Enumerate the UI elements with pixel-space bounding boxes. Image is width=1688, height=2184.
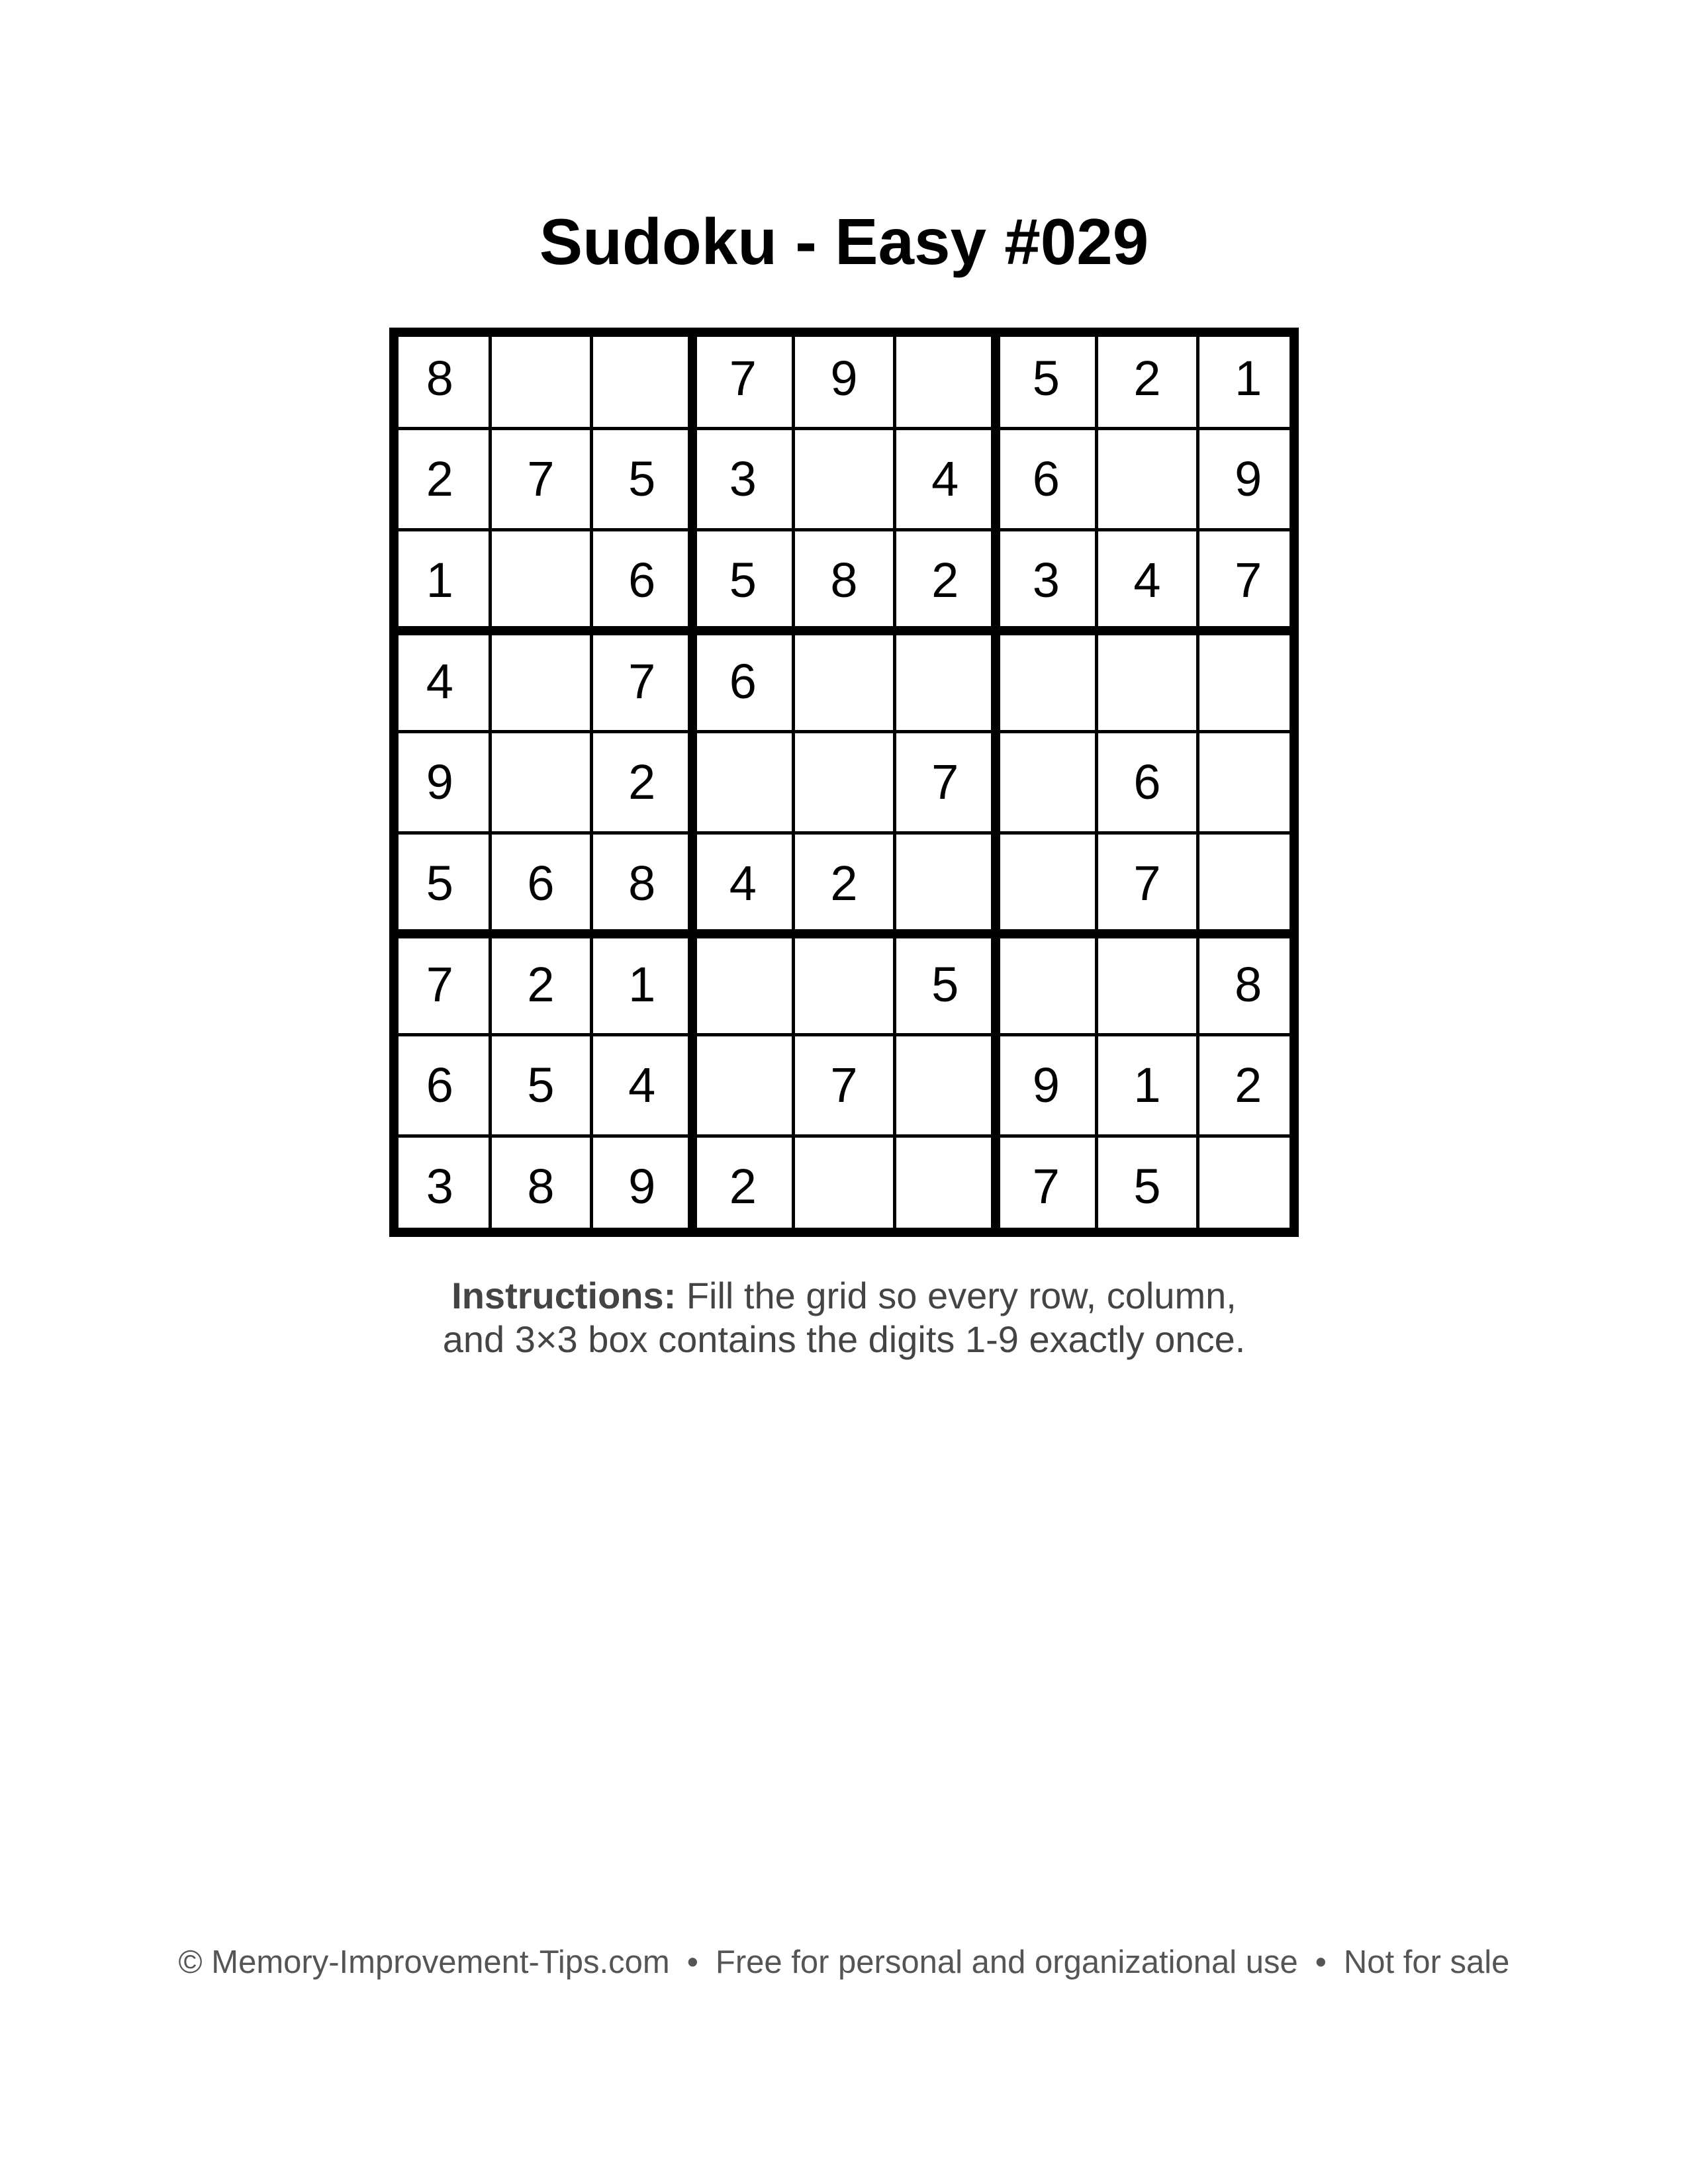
grid-cell-r2-c5 bbox=[794, 429, 895, 530]
grid-cell-r2-c9: 9 bbox=[1235, 451, 1262, 507]
grid-cell-r3-c9: 7 bbox=[1235, 553, 1262, 608]
grid-cell-r2-c2: 7 bbox=[527, 451, 555, 507]
grid-cell-r6-c3: 8 bbox=[628, 856, 656, 911]
instructions-text-2: and 3×3 box contains the digits 1-9 exactly once. bbox=[442, 1318, 1246, 1360]
grid-line-horizontal bbox=[389, 626, 1299, 635]
grid-cell-r3-c7: 3 bbox=[1032, 553, 1060, 608]
footer-separator: • bbox=[686, 1944, 698, 1980]
grid-cell-r9-c5 bbox=[794, 1136, 895, 1237]
grid-cell-r1-c8: 2 bbox=[1133, 350, 1161, 406]
grid-cell-r3-c8: 4 bbox=[1133, 553, 1161, 608]
instructions bbox=[0, 1274, 1688, 1361]
grid-cell-r8-c3: 4 bbox=[628, 1058, 656, 1113]
grid-cell-r1-c1: 8 bbox=[426, 350, 453, 406]
grid-line-vertical bbox=[1196, 328, 1199, 1237]
grid-cell-r1-c3 bbox=[591, 328, 692, 429]
grid-cell-r6-c7 bbox=[996, 833, 1097, 934]
footer-sale: Not for sale bbox=[1343, 1944, 1510, 1980]
grid-cell-r3-c2 bbox=[491, 529, 592, 631]
grid-line-horizontal bbox=[389, 1228, 1299, 1237]
grid-cell-r5-c8: 6 bbox=[1133, 754, 1161, 810]
grid-cell-r5-c4 bbox=[692, 732, 794, 833]
grid-cell-r4-c3: 7 bbox=[628, 653, 656, 709]
footer-usage: Free for personal and organizational use bbox=[715, 1944, 1298, 1980]
grid-line-horizontal bbox=[389, 528, 1299, 531]
grid-line-horizontal bbox=[389, 328, 1299, 337]
grid-line-vertical bbox=[792, 328, 795, 1237]
grid-cell-r1-c5: 9 bbox=[830, 350, 858, 406]
grid-cell-r8-c9: 2 bbox=[1235, 1058, 1262, 1113]
grid-cell-r9-c6 bbox=[894, 1136, 996, 1237]
grid-line-horizontal bbox=[389, 730, 1299, 733]
grid-cell-r6-c8: 7 bbox=[1133, 856, 1161, 911]
grid-cell-r3-c4: 5 bbox=[729, 553, 757, 608]
grid-cell-r8-c8: 1 bbox=[1133, 1058, 1161, 1113]
footer-site: © Memory-Improvement-Tips.com bbox=[178, 1944, 670, 1980]
grid-cell-r2-c1: 2 bbox=[426, 451, 453, 507]
grid-cell-r2-c7: 6 bbox=[1032, 451, 1060, 507]
grid-cell-r5-c1: 9 bbox=[426, 754, 453, 810]
grid-cell-r8-c5: 7 bbox=[830, 1058, 858, 1113]
grid-cell-r7-c6: 5 bbox=[931, 956, 959, 1012]
instructions-text-1: Fill the grid so every row, column, bbox=[676, 1275, 1237, 1316]
grid-cell-r9-c8: 5 bbox=[1133, 1159, 1161, 1214]
grid-cell-r6-c6 bbox=[894, 833, 996, 934]
instructions-line-1 bbox=[0, 1274, 1688, 1318]
grid-cell-r4-c5 bbox=[794, 631, 895, 732]
grid-cell-r8-c7: 9 bbox=[1032, 1058, 1060, 1113]
grid-cell-r9-c1: 3 bbox=[426, 1159, 453, 1214]
grid-cell-r9-c3: 9 bbox=[628, 1159, 656, 1214]
grid-cell-r7-c4 bbox=[692, 934, 794, 1035]
grid-cell-r7-c1: 7 bbox=[426, 956, 453, 1012]
grid-cell-r9-c4: 2 bbox=[729, 1159, 757, 1214]
grid-cell-r8-c1: 6 bbox=[426, 1058, 453, 1113]
footer-separator: • bbox=[1315, 1944, 1327, 1980]
grid-cell-r9-c2: 8 bbox=[527, 1159, 555, 1214]
grid-cell-r7-c5 bbox=[794, 934, 895, 1035]
grid-line-vertical bbox=[991, 328, 1000, 1237]
grid-cell-r2-c3: 5 bbox=[628, 451, 656, 507]
grid-line-horizontal bbox=[389, 1033, 1299, 1036]
grid-line-horizontal bbox=[389, 929, 1299, 938]
grid-line-horizontal bbox=[389, 1134, 1299, 1138]
grid-cell-r4-c7 bbox=[996, 631, 1097, 732]
grid-cell-r1-c2 bbox=[491, 328, 592, 429]
grid-cell-r4-c4: 6 bbox=[729, 653, 757, 709]
grid-line-horizontal bbox=[389, 831, 1299, 835]
grid-cell-r5-c2 bbox=[491, 732, 592, 833]
grid-cell-r5-c6: 7 bbox=[931, 754, 959, 810]
grid-line-vertical bbox=[1289, 328, 1299, 1237]
footer bbox=[0, 1942, 1688, 1982]
grid-cell-r3-c5: 8 bbox=[830, 553, 858, 608]
grid-line-vertical bbox=[489, 328, 492, 1237]
grid-cell-r4-c9 bbox=[1197, 631, 1299, 732]
grid-cell-r9-c9 bbox=[1197, 1136, 1299, 1237]
grid-cell-r6-c9 bbox=[1197, 833, 1299, 934]
grid-cell-r4-c8 bbox=[1097, 631, 1198, 732]
grid-cell-r7-c8 bbox=[1097, 934, 1198, 1035]
grid-cell-r7-c3: 1 bbox=[628, 956, 656, 1012]
grid-cell-r3-c1: 1 bbox=[426, 553, 453, 608]
grid-cell-r1-c4: 7 bbox=[729, 350, 757, 406]
grid-cell-r5-c5 bbox=[794, 732, 895, 833]
grid-cell-r1-c9: 1 bbox=[1235, 350, 1262, 406]
grid-cell-r9-c7: 7 bbox=[1032, 1159, 1060, 1214]
grid-cell-r5-c7 bbox=[996, 732, 1097, 833]
page-title: Sudoku - Easy #029 bbox=[539, 205, 1149, 278]
grid-cell-r3-c6: 2 bbox=[931, 553, 959, 608]
grid-line-horizontal bbox=[389, 427, 1299, 430]
grid-cell-r2-c4: 3 bbox=[729, 451, 757, 507]
grid-cell-r5-c3: 2 bbox=[628, 754, 656, 810]
grid-cell-r8-c2: 5 bbox=[527, 1058, 555, 1113]
grid-cell-r1-c6 bbox=[894, 328, 996, 429]
grid-cell-r6-c1: 5 bbox=[426, 856, 453, 911]
grid-cell-r1-c7: 5 bbox=[1032, 350, 1060, 406]
grid-cell-r8-c6 bbox=[894, 1035, 996, 1136]
grid-cell-r8-c4 bbox=[692, 1035, 794, 1136]
grid-line-vertical bbox=[590, 328, 593, 1237]
grid-cell-r3-c3: 6 bbox=[628, 553, 656, 608]
grid-cell-r6-c2: 6 bbox=[527, 856, 555, 911]
sudoku-grid bbox=[389, 328, 1299, 1237]
grid-line-vertical bbox=[893, 328, 896, 1237]
grid-cell-r6-c4: 4 bbox=[729, 856, 757, 911]
grid-cell-r7-c2: 2 bbox=[527, 956, 555, 1012]
instructions-label: Instructions: bbox=[451, 1275, 677, 1316]
grid-cell-r6-c5: 2 bbox=[830, 856, 858, 911]
grid-line-vertical bbox=[389, 328, 399, 1237]
grid-cell-r4-c2 bbox=[491, 631, 592, 732]
grid-cell-r4-c1: 4 bbox=[426, 653, 453, 709]
grid-cell-r2-c8 bbox=[1097, 429, 1198, 530]
grid-cell-r5-c9 bbox=[1197, 732, 1299, 833]
grid-line-vertical bbox=[1095, 328, 1098, 1237]
grid-cell-r4-c6 bbox=[894, 631, 996, 732]
grid-cell-r7-c9: 8 bbox=[1235, 956, 1262, 1012]
grid-cell-r2-c6: 4 bbox=[931, 451, 959, 507]
grid-line-vertical bbox=[688, 328, 697, 1237]
grid-cell-r7-c7 bbox=[996, 934, 1097, 1035]
